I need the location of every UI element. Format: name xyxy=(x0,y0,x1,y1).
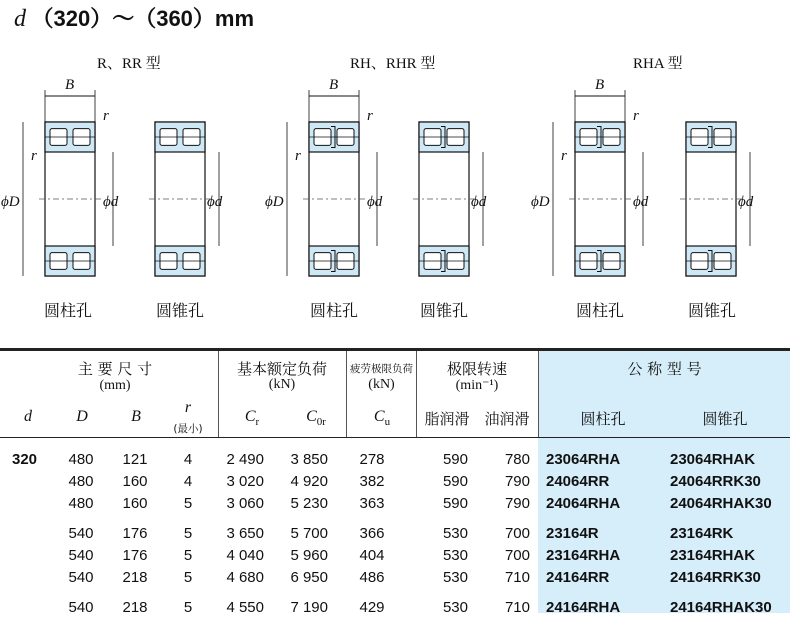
table-row xyxy=(0,547,790,569)
header-B: B xyxy=(131,408,141,425)
header-speed: 极限转速 xyxy=(446,360,507,378)
bearing-diagram xyxy=(39,122,101,276)
cell-grease: 530 xyxy=(442,547,468,564)
header-D: D xyxy=(76,408,88,425)
header-designation: 公 称 型 号 xyxy=(627,360,702,378)
cell-D: 480 xyxy=(68,473,94,490)
cell-Cu: 278 xyxy=(359,451,385,468)
cell-B: 160 xyxy=(122,495,148,512)
cell-Cr: 4 040 xyxy=(226,547,264,564)
cell-r: 4 xyxy=(183,473,193,490)
cell-oil: 700 xyxy=(504,525,530,542)
cell-C0r: 5 700 xyxy=(290,525,328,542)
cell-Cr: 3 060 xyxy=(226,495,264,512)
header-cyl-bore: 圆柱孔 xyxy=(580,410,626,428)
cell-C0r: 5 960 xyxy=(290,547,328,564)
cell-Cr: 4 550 xyxy=(226,599,264,616)
cell-grease: 530 xyxy=(442,569,468,586)
table-row xyxy=(0,495,790,517)
cell-cyl: 23164R xyxy=(546,525,599,542)
header-fatigue: 疲劳极限负荷 xyxy=(350,363,413,375)
cell-C0r: 7 190 xyxy=(290,599,328,616)
cell-taper: 24064RRK30 xyxy=(670,473,761,490)
label-r: r xyxy=(633,108,639,124)
header-r-min: (最小) xyxy=(173,423,203,435)
label-r: r xyxy=(367,108,373,124)
cell-B: 218 xyxy=(122,569,148,586)
cell-r: 4 xyxy=(183,451,193,468)
label-phiD: ϕD xyxy=(1,194,20,210)
cell-r: 5 xyxy=(183,599,193,616)
cell-C0r: 6 950 xyxy=(290,569,328,586)
cell-cyl: 24164RR xyxy=(546,569,610,586)
bore-label-5: 圆柱孔 xyxy=(576,301,625,320)
cell-B: 218 xyxy=(122,599,148,616)
type-label-r-rr: R、RR 型 xyxy=(97,56,161,72)
cell-oil: 780 xyxy=(504,451,530,468)
bore-label-4: 圆锥孔 xyxy=(420,301,469,320)
label-phid: ϕd xyxy=(633,194,649,210)
cell-oil: 710 xyxy=(504,569,530,586)
header-grease: 脂润滑 xyxy=(424,410,470,428)
table-row xyxy=(0,599,790,621)
header-oil: 油润滑 xyxy=(484,410,530,428)
cell-Cr: 3 020 xyxy=(226,473,264,490)
cell-r: 5 xyxy=(183,495,193,512)
cell-Cu: 486 xyxy=(359,569,385,586)
label-phiD: ϕD xyxy=(265,194,284,210)
cell-taper: 23164RK xyxy=(670,525,734,542)
cell-Cr: 2 490 xyxy=(226,451,264,468)
cell-Cr: 3 650 xyxy=(226,525,264,542)
title-variable: d xyxy=(14,6,26,32)
label-phid: ϕd xyxy=(738,194,754,210)
page-title xyxy=(14,2,254,33)
header-Cr: $C_r$ xyxy=(244,408,260,429)
header-speed-unit: (min⁻¹) xyxy=(455,378,499,393)
cell-grease: 590 xyxy=(442,451,468,468)
cell-grease: 530 xyxy=(442,525,468,542)
cell-cyl: 23164RHA xyxy=(546,547,621,564)
type-label-rha: RHA 型 xyxy=(633,56,683,72)
cell-taper: 23064RHAK xyxy=(670,451,756,468)
cell-grease: 590 xyxy=(442,473,468,490)
header-fatigue-unit: (kN) xyxy=(368,377,395,392)
bearing-diagrams xyxy=(0,70,790,295)
header-taper-bore: 圆锥孔 xyxy=(702,410,748,428)
cell-cyl: 24064RR xyxy=(546,473,610,490)
label-phid: ϕd xyxy=(471,194,487,210)
label-r: r xyxy=(561,148,567,164)
cell-oil: 790 xyxy=(504,473,530,490)
cell-taper: 24064RHAK30 xyxy=(670,495,772,512)
cell-grease: 530 xyxy=(442,599,468,616)
cell-taper: 24164RHAK30 xyxy=(670,599,772,616)
table-top-rule xyxy=(0,348,790,351)
label-r: r xyxy=(295,148,301,164)
table-row xyxy=(0,569,790,591)
cell-Cu: 429 xyxy=(359,599,385,616)
header-d: d xyxy=(24,408,32,425)
cell-Cr: 4 680 xyxy=(226,569,264,586)
cell-D: 480 xyxy=(68,451,94,468)
cell-cyl: 24164RHA xyxy=(546,599,621,616)
cell-oil: 700 xyxy=(504,547,530,564)
cell-Cu: 404 xyxy=(359,547,385,564)
table-row xyxy=(0,525,790,547)
cell-B: 176 xyxy=(122,547,148,564)
cell-r: 5 xyxy=(183,547,193,564)
bore-label-2: 圆锥孔 xyxy=(156,301,205,320)
cell-D: 540 xyxy=(68,547,94,564)
table-row xyxy=(0,473,790,495)
type-label-rh-rhr: RH、RHR 型 xyxy=(350,56,436,72)
cell-d: 320 xyxy=(12,451,38,468)
label-r: r xyxy=(103,108,109,124)
cell-D: 540 xyxy=(68,525,94,542)
cell-C0r: 3 850 xyxy=(290,451,328,468)
cell-cyl: 23064RHA xyxy=(546,451,621,468)
cell-B: 176 xyxy=(122,525,148,542)
table-header-rule xyxy=(0,437,790,438)
label-B: B xyxy=(595,77,605,93)
header-main-dims-unit: (mm) xyxy=(99,378,131,393)
bearing-diagram xyxy=(303,122,365,276)
header-C0r: $C_{0r}$ xyxy=(306,408,326,429)
cell-Cu: 363 xyxy=(359,495,385,512)
label-B: B xyxy=(65,77,75,93)
bearing-diagram xyxy=(569,122,631,276)
cell-r: 5 xyxy=(183,569,193,586)
header-load-ratings: 基本额定负荷 xyxy=(236,360,327,378)
cell-grease: 590 xyxy=(442,495,468,512)
cell-D: 540 xyxy=(68,569,94,586)
cell-B: 121 xyxy=(122,451,148,468)
cell-taper: 24164RRK30 xyxy=(670,569,761,586)
header-main-dims: 主 要 尺 寸 xyxy=(77,360,153,378)
bore-label-1: 圆柱孔 xyxy=(44,301,93,320)
cell-cyl: 24064RHA xyxy=(546,495,621,512)
label-phid: ϕd xyxy=(103,194,119,210)
label-B: B xyxy=(329,77,339,93)
bore-label-6: 圆锥孔 xyxy=(688,301,737,320)
cell-r: 5 xyxy=(183,525,193,542)
label-r: r xyxy=(31,148,37,164)
cell-oil: 710 xyxy=(504,599,530,616)
cell-Cu: 366 xyxy=(359,525,385,542)
cell-D: 540 xyxy=(68,599,94,616)
cell-B: 160 xyxy=(122,473,148,490)
cell-C0r: 4 920 xyxy=(290,473,328,490)
cell-D: 480 xyxy=(68,495,94,512)
header-load-unit: (kN) xyxy=(268,377,296,392)
label-phid: ϕd xyxy=(367,194,383,210)
label-phiD: ϕD xyxy=(531,194,550,210)
label-phid: ϕd xyxy=(207,194,223,210)
cell-taper: 23164RHAK xyxy=(670,547,756,564)
col-divider-1 xyxy=(218,351,219,437)
cell-Cu: 382 xyxy=(359,473,385,490)
title-range: （320）～（360）mm xyxy=(31,6,255,31)
bore-label-3: 圆柱孔 xyxy=(310,301,359,320)
header-r: r xyxy=(184,399,192,416)
table-row xyxy=(0,451,790,473)
cell-oil: 790 xyxy=(504,495,530,512)
cell-C0r: 5 230 xyxy=(290,495,328,512)
header-Cu: $C_u$ xyxy=(373,408,391,429)
